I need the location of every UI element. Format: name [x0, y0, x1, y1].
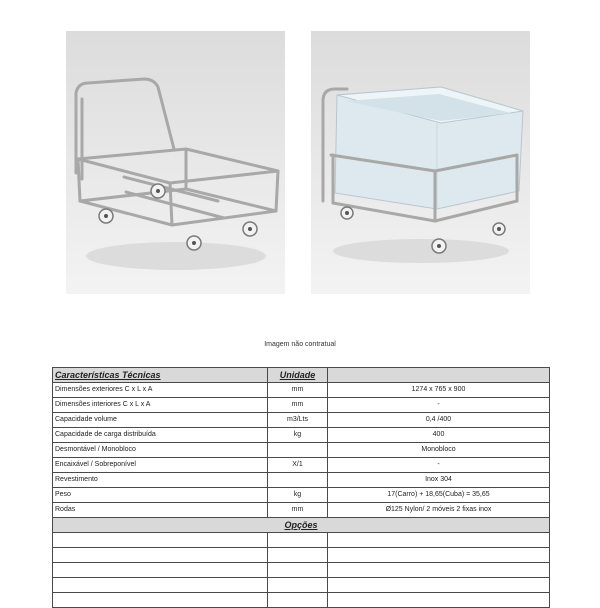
spec-value: Inox 304 — [328, 473, 550, 488]
empty-cell — [328, 593, 550, 608]
spec-unit — [268, 443, 328, 458]
spec-unit — [268, 473, 328, 488]
image-disclaimer-caption: Imagem não contratual — [264, 341, 336, 348]
table-row — [53, 443, 550, 458]
empty-cell — [268, 578, 328, 593]
empty-cell — [328, 578, 550, 593]
empty-cell — [53, 593, 268, 608]
table-row — [53, 458, 550, 473]
spec-unit: m3/Lts — [268, 413, 328, 428]
options-empty-row — [53, 578, 550, 593]
empty-cell — [53, 563, 268, 578]
cart-frame-illustration — [66, 31, 285, 294]
spec-label: Peso — [53, 488, 268, 503]
table-header-row — [53, 368, 550, 383]
spec-label: Desmontável / Monobloco — [53, 443, 268, 458]
spec-unit: mm — [268, 503, 328, 518]
table-row — [53, 473, 550, 488]
spec-unit: kg — [268, 428, 328, 443]
table-row — [53, 503, 550, 518]
options-empty-row — [53, 593, 550, 608]
header-characteristics: Características Técnicas — [53, 368, 268, 383]
spec-unit: kg — [268, 488, 328, 503]
empty-cell — [268, 533, 328, 548]
empty-cell — [53, 578, 268, 593]
cart-with-tub-photo — [311, 31, 530, 294]
empty-cell — [328, 533, 550, 548]
spec-label: Revestimento — [53, 473, 268, 488]
spec-label: Capacidade volume — [53, 413, 268, 428]
spec-value: - — [328, 398, 550, 413]
empty-cell — [268, 563, 328, 578]
empty-cell — [53, 533, 268, 548]
table-row — [53, 398, 550, 413]
empty-cell — [328, 548, 550, 563]
spec-value: Monobloco — [328, 443, 550, 458]
cart-frame-photo — [66, 31, 285, 294]
empty-cell — [328, 563, 550, 578]
empty-cell — [268, 548, 328, 563]
spec-value: 1274 x 765 x 900 — [328, 383, 550, 398]
options-empty-row — [53, 548, 550, 563]
spec-unit: mm — [268, 398, 328, 413]
table-row — [53, 413, 550, 428]
empty-cell — [53, 548, 268, 563]
empty-cell — [268, 593, 328, 608]
spec-value: - — [328, 458, 550, 473]
spec-value: Ø125 Nylon/ 2 móveis 2 fixas inox — [328, 503, 550, 518]
header-unit: Unidade — [268, 368, 328, 383]
spec-value: 0,4 /400 — [328, 413, 550, 428]
spec-label: Capacidade de carga distribuída — [53, 428, 268, 443]
table-row — [53, 383, 550, 398]
options-empty-row — [53, 563, 550, 578]
options-header-row — [53, 518, 550, 533]
spec-unit: mm — [268, 383, 328, 398]
spec-unit: X/1 — [268, 458, 328, 473]
spec-value: 17(Carro) + 18,65(Cuba) = 35,65 — [328, 488, 550, 503]
spec-label: Dimensões exteriores C x L x A — [53, 383, 268, 398]
technical-specs-table — [52, 367, 550, 608]
options-title: Opções — [53, 518, 550, 533]
spec-label: Encaixável / Sobreponível — [53, 458, 268, 473]
cart-with-tub-illustration — [311, 31, 530, 294]
table-row — [53, 428, 550, 443]
header-value — [328, 368, 550, 383]
spec-value: 400 — [328, 428, 550, 443]
table-row — [53, 488, 550, 503]
spec-label: Rodas — [53, 503, 268, 518]
spec-label: Dimensões interiores C x L x A — [53, 398, 268, 413]
options-empty-row — [53, 533, 550, 548]
